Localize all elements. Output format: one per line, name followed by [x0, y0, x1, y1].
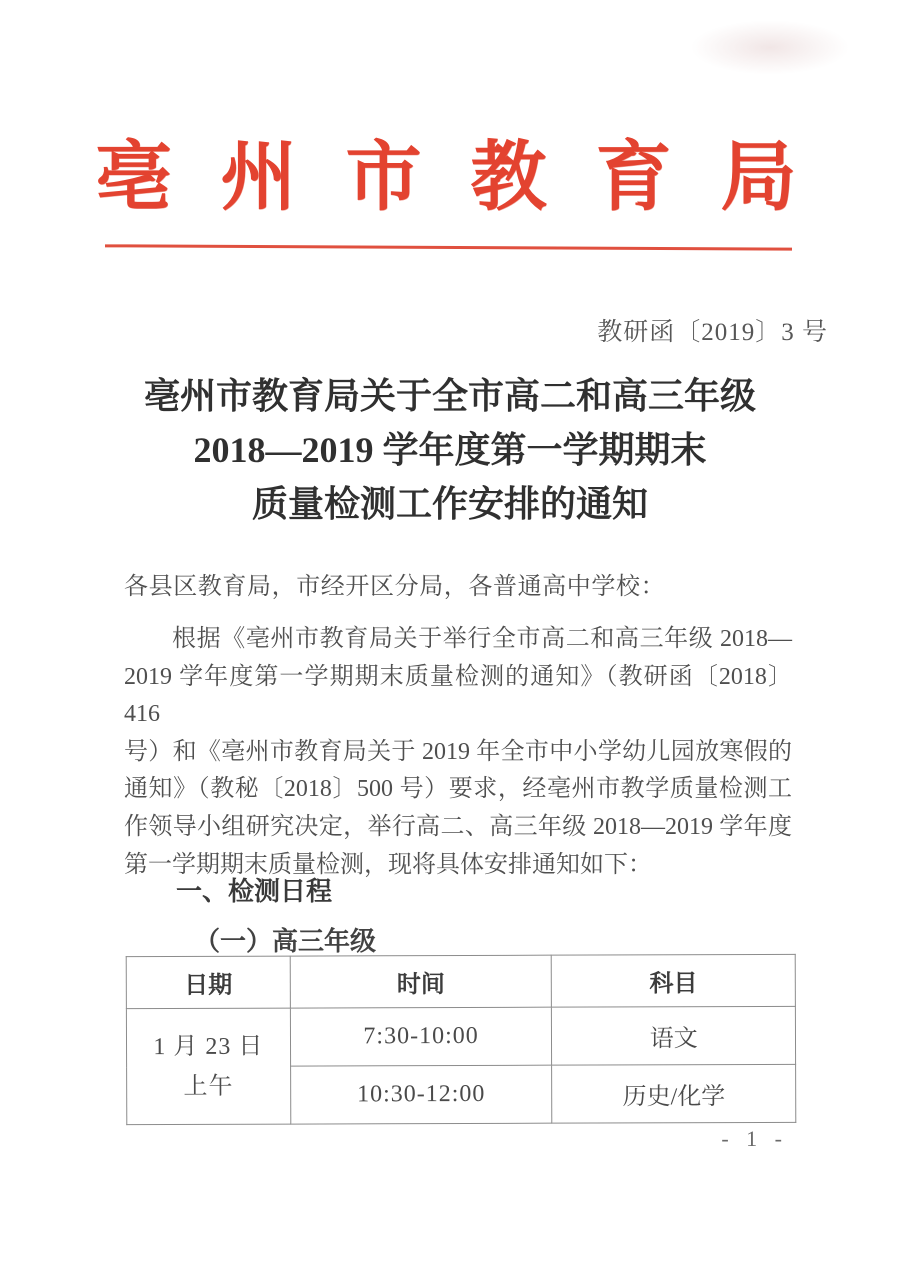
date-line-2: 上午: [183, 1073, 234, 1100]
document-title: [0, 369, 900, 531]
page-number: - 1 -: [721, 1126, 788, 1151]
paragraph-line: 通知》（教秘〔2018〕500 号）要求，经亳州市教学质量检测工: [124, 776, 792, 803]
paragraph-line: 第一学期期末质量检测，现将具体安排通知如下：: [124, 851, 652, 878]
paragraph-line: 号）和《亳州市教育局关于 2019 年全市中小学幼儿园放寒假的: [124, 738, 792, 765]
schedule-table: [126, 954, 797, 1125]
table-cell-time: 7:30-10:00: [290, 1007, 552, 1066]
agency-name: 亳 州 市 教 育 局: [95, 136, 805, 220]
body-paragraph: [124, 621, 792, 884]
table-cell-subject: 语文: [552, 1006, 796, 1065]
subsection-heading-grade12: （一）高三年级: [194, 927, 377, 956]
table-cell-time: 10:30-12:00: [290, 1065, 552, 1124]
column-header-subject: 科目: [552, 954, 796, 1007]
table-cell-subject: 历史/化学: [552, 1064, 796, 1123]
date-line-1: 1 月 23 日: [153, 1033, 264, 1060]
column-header-date: 日期: [126, 956, 290, 1009]
paragraph-line: 根据《亳州市教育局关于举行全市高二和高三年级 2018—: [172, 626, 792, 652]
document-title-line-3: 质量检测工作安排的通知: [251, 484, 648, 524]
paragraph-line: 2019 学年度第一学期期末质量检测的通知》（教研函〔2018〕416: [124, 663, 792, 728]
scan-smudge: [690, 20, 850, 75]
document-title-line-2: 2018—2019 学年度第一学期期末: [193, 430, 707, 470]
paragraph-line: 作领导小组研究决定，举行高二、高三年级 2018—2019 学年度: [124, 813, 792, 840]
column-header-time: 时间: [290, 955, 552, 1008]
schedule-header-row: [126, 954, 795, 1008]
section-heading-schedule: 一、检测日程: [176, 876, 333, 906]
document-title-line-1: 亳州市教育局关于全市高二和高三年级: [143, 376, 756, 416]
document-number: 教研函〔2019〕3 号: [597, 319, 828, 346]
table-cell-date: [126, 1008, 290, 1125]
salutation: 各县区教育局，市经开区分局，各普通高中学校：: [124, 574, 666, 600]
table-row: [126, 1006, 795, 1066]
letterhead-divider: [105, 244, 792, 250]
